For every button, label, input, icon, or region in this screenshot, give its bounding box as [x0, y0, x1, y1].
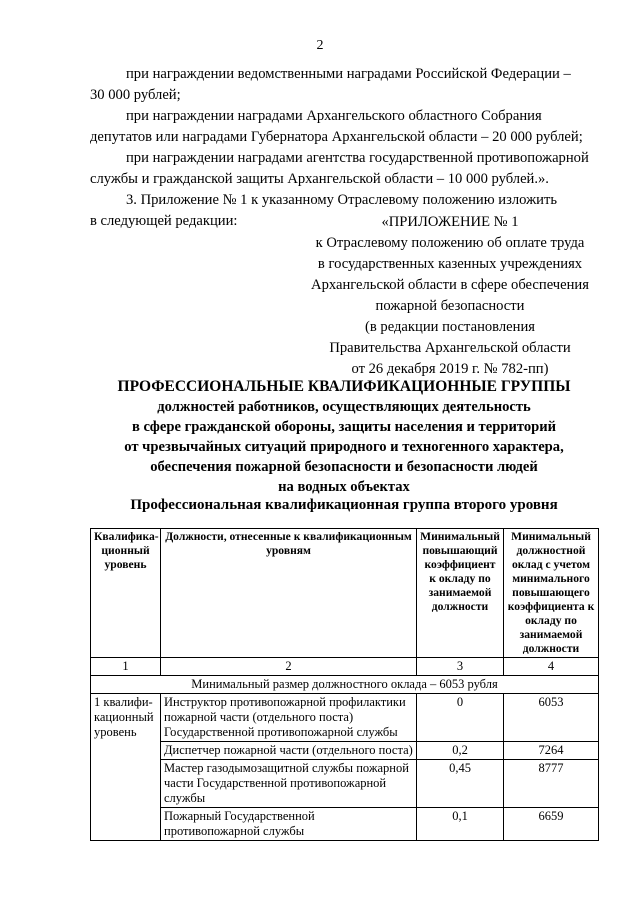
paragraph-2	[90, 106, 598, 148]
appendix-line: к Отраслевому положению об оплате труда	[315, 235, 585, 251]
paragraph-line: 3. Приложение № 1 к указанному Отраслевому положению изложить	[126, 192, 558, 208]
appendix-line: от 26 декабря 2019 г. № 782-пп)	[351, 361, 549, 377]
table-row	[91, 694, 599, 742]
appendix-line: «ПРИЛОЖЕНИЕ № 1	[381, 214, 519, 230]
salary-cell: 8777	[504, 760, 599, 808]
title-line: обеспечения пожарной безопасности и безопасности людей	[150, 459, 538, 475]
paragraph-1	[90, 64, 598, 106]
title-line: на водных объектах	[278, 479, 410, 495]
salary-cell: 6659	[504, 808, 599, 841]
paragraph-line: при награждении ведомственными наградами Российской Федерации –	[126, 66, 571, 82]
paragraph-line: службы и гражданской защиты Архангельской области – 10 000 рублей.».	[90, 171, 549, 187]
header-position: Должности, отнесенные к квалификационным уровням	[161, 529, 417, 658]
col-number: 1	[91, 658, 161, 676]
col-number: 2	[161, 658, 417, 676]
appendix-line: Архангельской области в сфере обеспечения	[311, 277, 589, 293]
table-row	[91, 808, 599, 841]
table-row	[91, 760, 599, 808]
col-number: 3	[417, 658, 504, 676]
header-salary: Минимальный должностной оклад с учетом минимального повышающего коэффициента к окладу по занимаемой должности	[504, 529, 599, 658]
appendix-line: в государственных казенных учреждениях	[317, 256, 583, 272]
coefficient-cell: 0,45	[417, 760, 504, 808]
title-line: в сфере гражданской обороны, защиты населения и территорий	[131, 419, 557, 435]
salary-cell: 6053	[504, 694, 599, 742]
position-cell: Мастер газодымозащитной службы пожарной части Государственной противопожарной службы	[161, 760, 417, 808]
min-salary-row: Минимальный размер должностного оклада – 6053 рубля	[91, 676, 599, 694]
salary-cell: 7264	[504, 742, 599, 760]
table-row	[91, 742, 599, 760]
col-number: 4	[504, 658, 599, 676]
paragraph-line: 30 000 рублей;	[90, 87, 181, 103]
header-level: Квалифика-ционный уровень	[91, 529, 161, 658]
coefficient-cell: 0,2	[417, 742, 504, 760]
paragraph-line: в следующей редакции:	[90, 213, 238, 229]
title-line: от чрезвычайных ситуаций природного и техногенного характера,	[124, 439, 564, 455]
paragraph-line: депутатов или наградами Губернатора Архангельской области – 20 000 рублей;	[90, 129, 583, 145]
page-number: 2	[316, 38, 324, 53]
coefficient-cell: 0,1	[417, 808, 504, 841]
document-title	[90, 377, 598, 497]
appendix-line: (в редакции постановления	[365, 319, 535, 335]
header-coefficient: Минимальный повышающий коэффициент к окладу по занимаемой должности	[417, 529, 504, 658]
title-line: должностей работников, осуществляющих деятельность	[157, 399, 531, 415]
title-heading: ПРОФЕССИОНАЛЬНЫЕ КВАЛИФИКАЦИОННЫЕ ГРУППЫ	[117, 378, 571, 395]
appendix-line: Правительства Архангельской области	[329, 340, 571, 356]
position-cell: Пожарный Государственной противопожарной службы	[161, 808, 417, 841]
appendix-block	[300, 212, 600, 380]
level-cell: 1 квалифи-кационный уровень	[91, 694, 161, 841]
qualification-table	[90, 528, 599, 841]
position-cell: Инструктор противопожарной профилактики пожарной части (отдельного поста) Государственной противопожарной службы	[161, 694, 417, 742]
position-cell: Диспетчер пожарной части (отдельного поста)	[161, 742, 417, 760]
group-heading: Профессиональная квалификационная группа второго уровня	[130, 497, 558, 513]
paragraph-3	[90, 148, 598, 190]
coefficient-cell: 0	[417, 694, 504, 742]
paragraph-line: при награждении наградами Архангельского областного Собрания	[126, 108, 542, 124]
paragraph-line: при награждении наградами агентства государственной противопожарной	[126, 150, 589, 166]
appendix-line: пожарной безопасности	[375, 298, 525, 314]
